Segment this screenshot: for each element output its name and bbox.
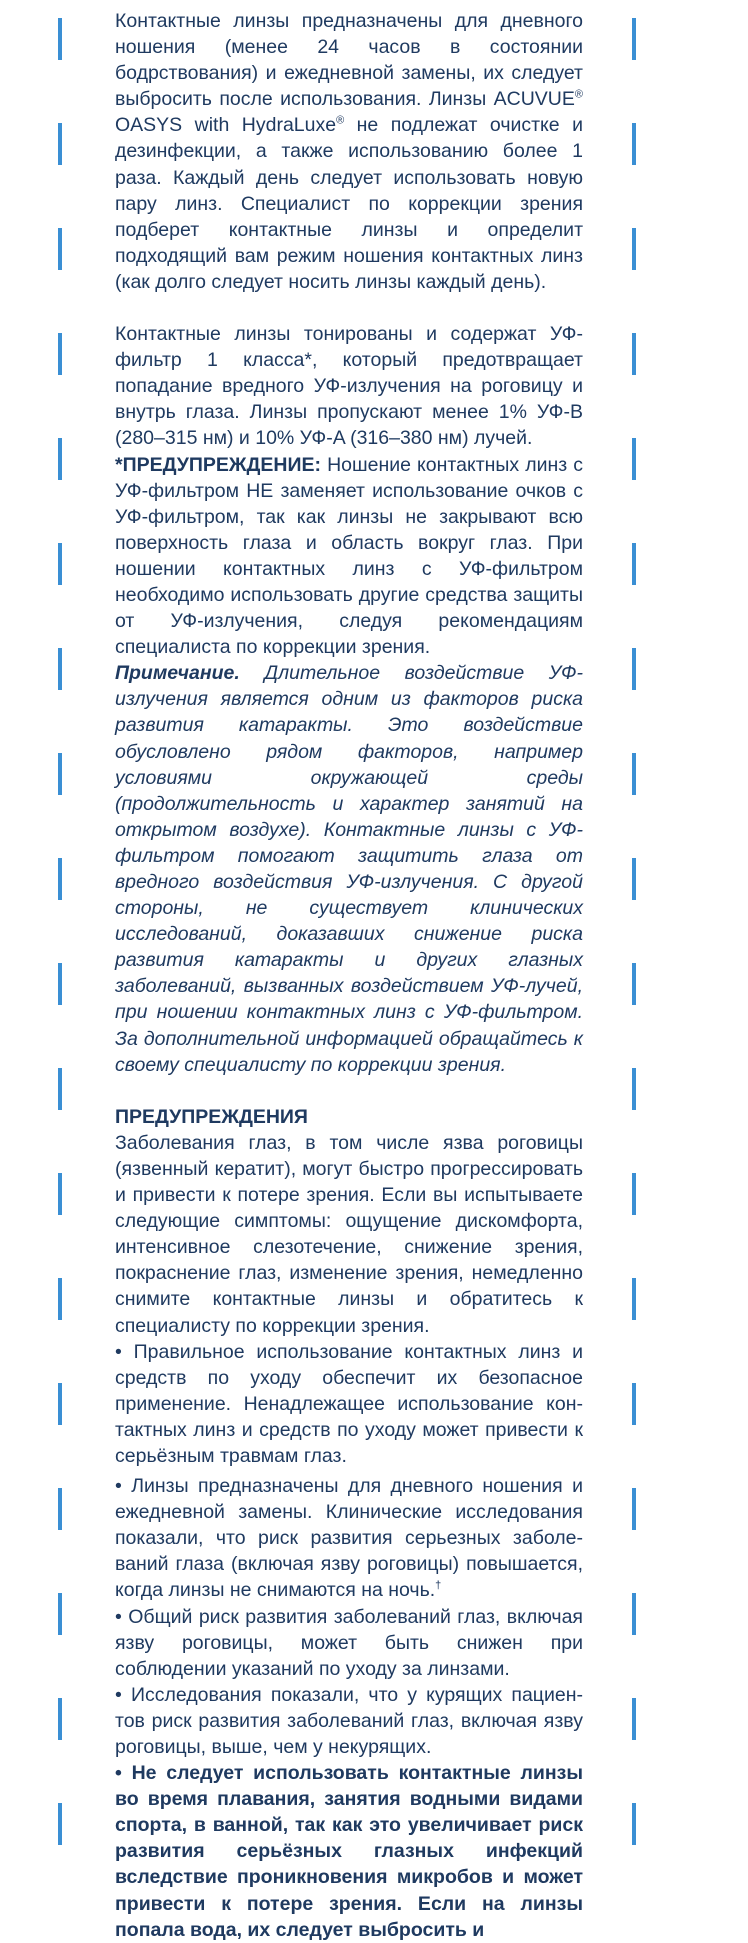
warning-label: *ПРЕДУПРЕЖДЕНИЕ:: [115, 453, 322, 476]
warnings-heading: ПРЕДУПРЕЖДЕНИЯ: [115, 1105, 308, 1128]
note-label: Примечание.: [115, 662, 240, 685]
warnings-bullet-4: • Исследования показали, что у курящих пациентов риск развития заболеваний глаз, включая язву роговицы, выше, чем у некурящих.: [115, 1683, 583, 1758]
paragraph-uv-warning: *ПРЕДУПРЕЖДЕНИЕ: Ношение контактных линз с УФ-фильтром НЕ заменяет использование очков с УФ-фильтром, так как линзы не закрывают всю поверхность глаза и область вокруг глаз. При ношении контактных линз с УФ-фильтром необходимо использовать другие средства защиты от УФ-излучения, следуя рекомендациям специалиста по коррекции зрения.: [115, 453, 583, 659]
right-dashed-border: [632, 0, 636, 1887]
warnings-bullet-1: • Правильное использование контактных линз и средств по уходу обеспечит их безопасное применение. Ненадлежащее использование контактных линз и средств по уходу может привести к серьёзным травмам глаз.: [115, 1340, 583, 1467]
paragraph-daily-wear: Контактные линзы предназначены для дневного ношения (менее 24 часов в состоянии бодрствования) и ежедневной замены, их следует выбросить после использования. Линзы ACUVUE® OASYS with HydraLuxe® не подлежат очистке и дезинфекции, а также использованию более 1 раза. Каждый день следует использовать новую пару линз. Специалист по коррекции зрения подберет контактные линзы и определит подходящий вам режим ношения контактных линз (как долго следует носить линзы каждый день).: [115, 10, 583, 293]
warnings-bullet-3: • Общий риск развития заболеваний глаз, включая язву роговицы, может быть снижен при соблюдении указаний по уходу за линзами.: [115, 1605, 583, 1680]
warnings-intro: Заболевания глаз, в том числе язва роговицы (язвенный кератит), могут быстро прогрессировать и привести к потере зрения. Если вы испытываете следующие симптомы: ощущение дискомфорта, интенсивное слезотечение, снижение зрения, покраснение глаз, изменение зрения, немедленно снимите контактные линзы и обратитесь к специалисту по коррекции зрения.: [115, 1131, 583, 1337]
paragraph-note: Примечание. Длительное воздействие УФ-излучения является одним из факторов риска развития катаракты. Это воздействие обусловлено рядом факторов, например условиями окружающей среды (продолжительность и характер занятий на открытом воздухе). Контактные линзы с УФ-фильтром помогают защитить глаза от вредного воздействия УФ-излучения. С другой стороны, не существует клинических исследований, доказавших снижение риска развития катаракты и других глазных заболеваний, вызванных воздействием УФ-лучей, при ношении контактных линз с УФ-фильтром. За дополнительной информацией обращайтесь к своему специалисту по коррекции зрения.: [115, 662, 583, 1076]
warnings-bullet-2: • Линзы предназначены для дневного ношения и ежедневной замены. Клинические исследования показали, что риск развития серьезных заболеваний глаза (включая язву роговицы) повышается, когда линзы не снимаются на ночь.†: [115, 1475, 583, 1602]
left-dashed-border: [58, 0, 62, 1887]
paragraph-uv-filter: Контактные линзы тонированы и содержат УФ-фильтр 1 класса*, который предотвращает попадание вредного УФ-излучения на роговицу и внутрь глаза. Линзы пропускают менее 1% УФ-B (280–315 нм) и 10% УФ-A (316–380 нм) лучей.: [115, 323, 583, 450]
warnings-bullet-5: • Не следует использовать контактные линзы во время плавания, занятия водными видами спорта, в ванной, так как это увеличивает риск развития серьёзных глазных инфекций вследствие проникновения микробов и может привести к потере зрения. Если на линзы попала вода, их следует выбросить и: [115, 1762, 583, 1941]
leaflet-text-column: [115, 8, 583, 1943]
